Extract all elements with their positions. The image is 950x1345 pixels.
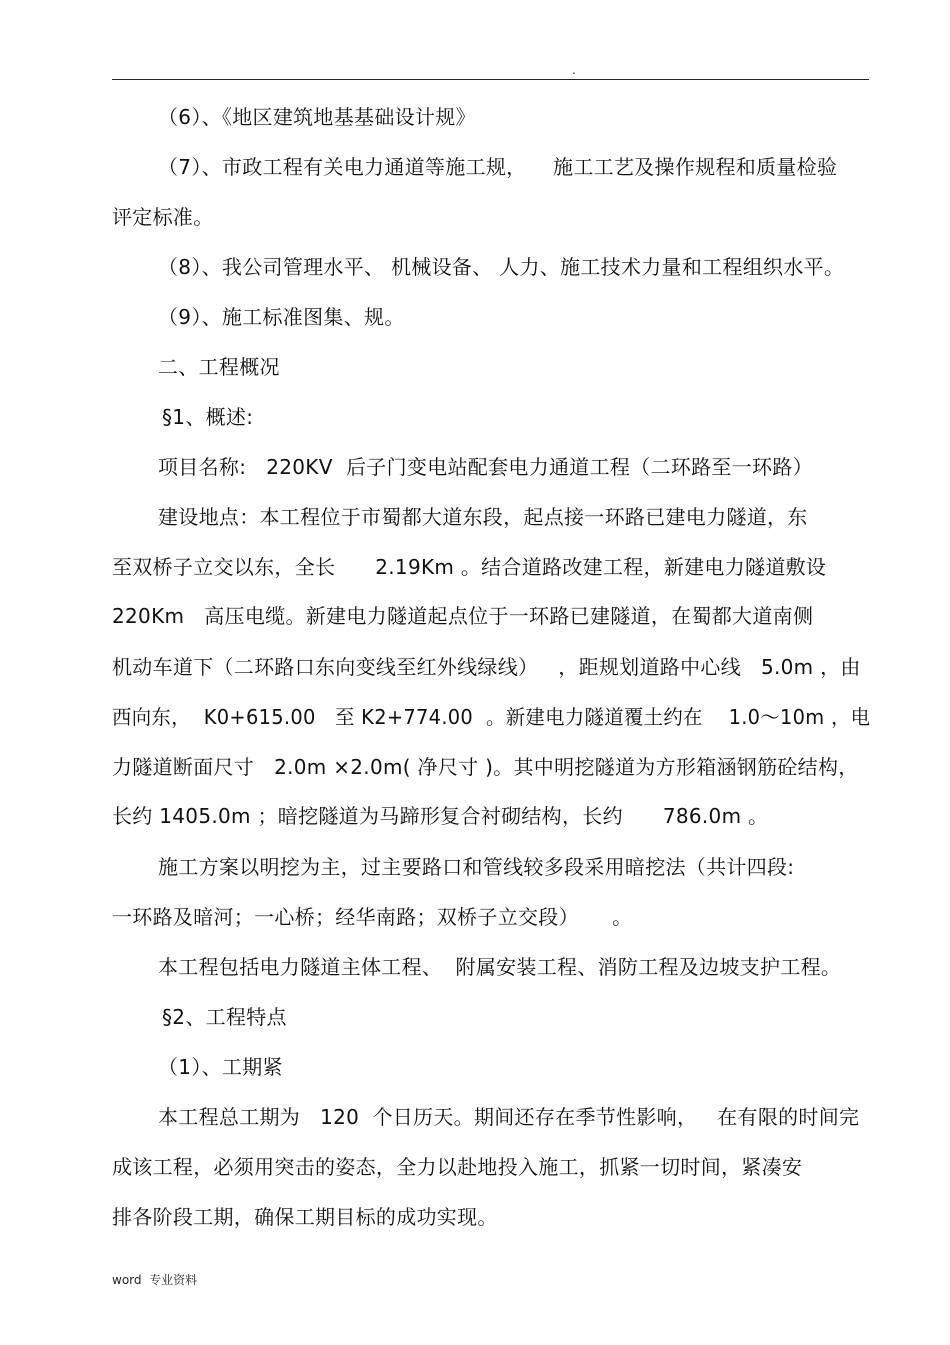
site-line-5: 西向东， K0+615.00 至 K2+774.00 。新建电力隧道覆土约在 1.0～10m ，电 [112, 705, 871, 729]
schedule-line-2: 成该工程，必须用突击的姿态，全力以赴地投入施工，抓紧一切时间，紧凑安 [112, 1155, 803, 1179]
item-8-line: （8）、我公司管理水平、 机械设备、 人力、施工技术力量和工程组织水平。 [158, 255, 845, 279]
section-heading: 二、工程概况 [158, 355, 280, 379]
header-dot: . [572, 63, 576, 77]
scope-line: 本工程包括电力隧道主体工程、 附属安装工程、消防工程及边坡支护工程。 [158, 955, 842, 979]
site-line-6: 力隧道断面尺寸 2.0m ×2.0m( 净尺寸 )。其中明挖隧道为方形箱涵钢筋砼结构， [112, 755, 859, 779]
site-line-3: 220Km 高压电缆。新建电力隧道起点位于一环路已建隧道，在蜀都大道南侧 [112, 604, 814, 628]
item-9-line: （9）、施工标准图集、规。 [158, 305, 405, 329]
item-6-line: （6）、《地区建筑地基基础设计规》 [158, 105, 476, 129]
feature-1-heading: （1）、工期紧 [158, 1055, 283, 1079]
item-7-line: （7）、市政工程有关电力通道等施工规， 施工工艺及操作规程和质量检验 [158, 155, 838, 179]
subsection-overview: §1、概述: [162, 405, 254, 429]
item-7-continuation: 评定标准。 [112, 205, 214, 229]
schedule-line-1: 本工程总工期为 120 个日历天。期间还存在季节性影响， 在有限的时间完 [158, 1105, 860, 1129]
method-line-1: 施工方案以明挖为主，过主要路口和管线较多段采用暗挖法（共计四段: [158, 855, 795, 879]
site-line-1: 建设地点：本工程位于市蜀都大道东段，起点接一环路已建电力隧道，东 [158, 505, 808, 529]
site-line-4: 机动车道下（二环路口东向变线至红外线绿线） ，距规划道路中心线 5.0m ，由 [112, 655, 861, 679]
subsection-features: §2、工程特点 [162, 1005, 287, 1029]
method-line-2: 一环路及暗河；一心桥；经华南路；双桥子立交段） 。 [112, 905, 633, 929]
project-name-line: 项目名称: 220KV 后子门变电站配套电力通道工程（二环路至一环路） [158, 455, 813, 479]
header-rule [112, 79, 869, 80]
schedule-line-3: 排各阶段工期，确保工期目标的成功实现。 [112, 1205, 498, 1229]
site-line-2: 至双桥子立交以东，全长 2.19Km 。结合道路改建工程，新建电力隧道敷设 [112, 555, 827, 579]
site-line-7: 长约 1405.0m ；暗挖隧道为马蹄形复合衬砌结构，长约 786.0m 。 [112, 804, 769, 828]
footer-label: word 专业资料 [112, 1273, 198, 1287]
